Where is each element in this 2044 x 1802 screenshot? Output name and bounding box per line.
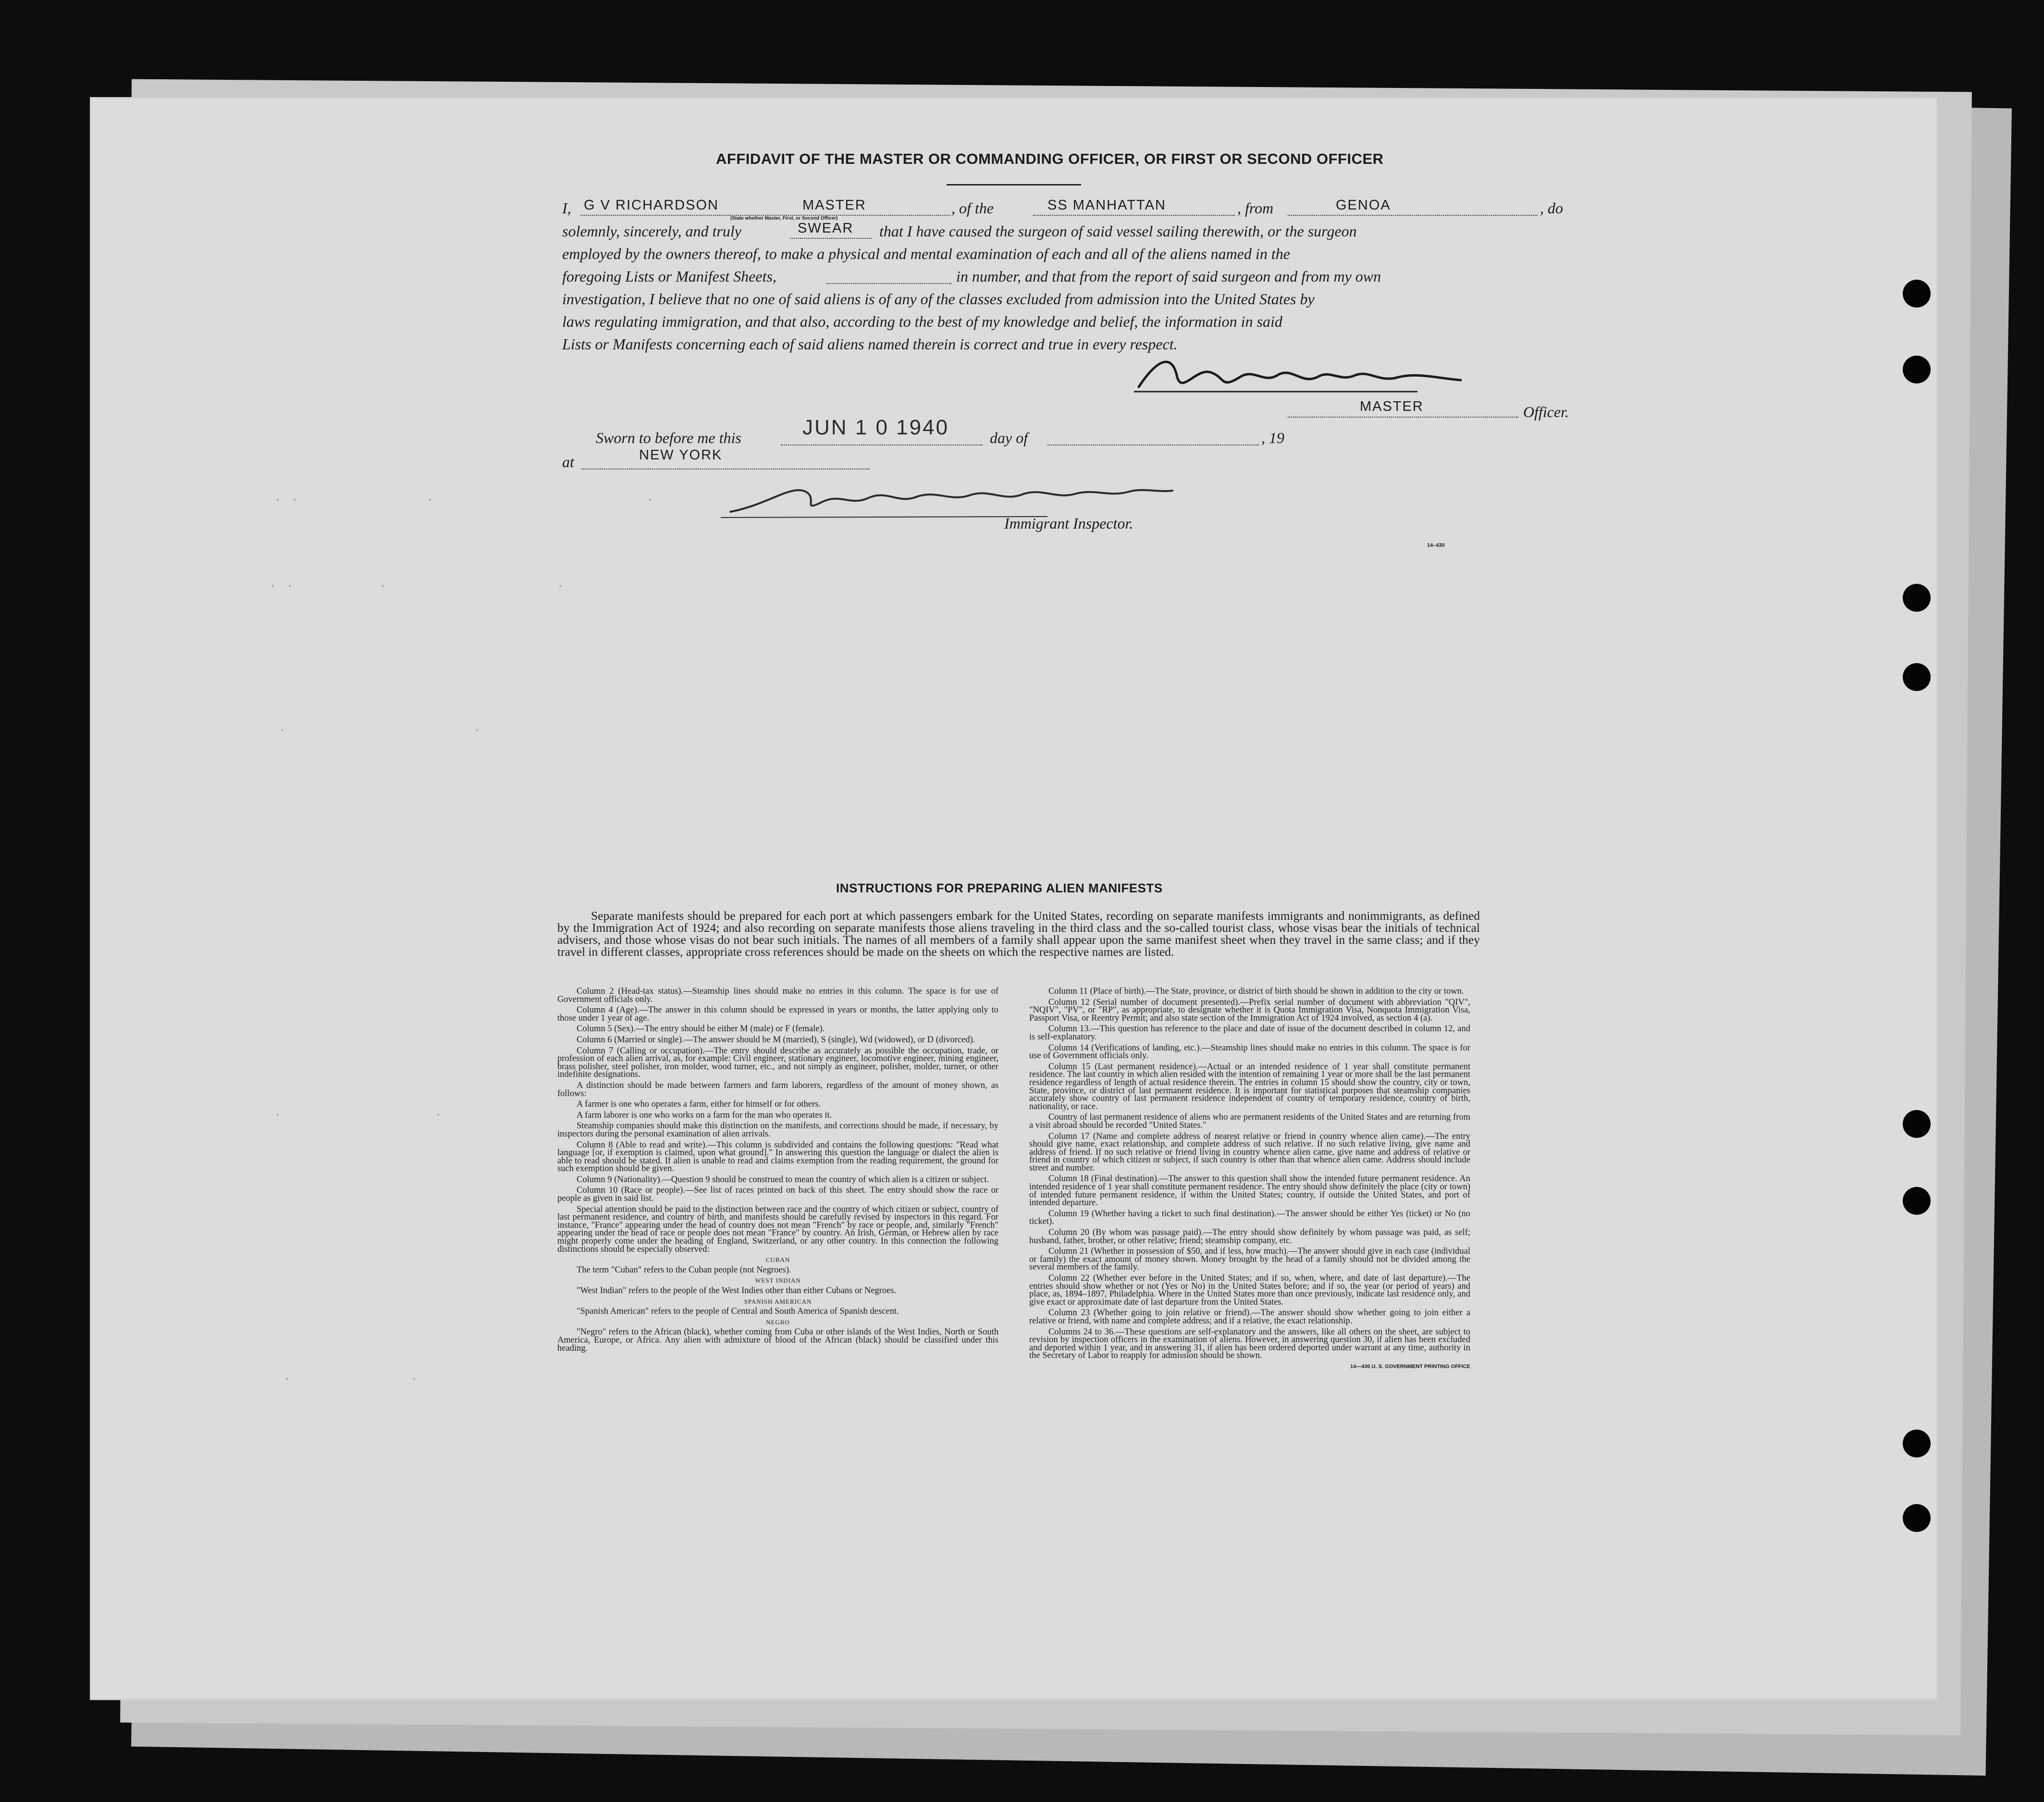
- affidavit-line-2b: that I have caused the surgeon of said vessel sailing therewith, or the surgeon: [879, 222, 1357, 240]
- instruction-paragraph: Column 10 (Race or people).—See list of races printed on back of this sheet. The entry should show the race or people as given in said list.: [557, 1185, 998, 1204]
- do-label: , do: [1540, 199, 1563, 217]
- oath-line: [790, 237, 872, 239]
- affidavit-line-1: [562, 199, 571, 217]
- place-line: [581, 468, 870, 469]
- inspector-label: Immigrant Inspector.: [1004, 515, 1133, 532]
- affidavit-line-4b: in number, and that from the report of said surgeon and from my own: [956, 268, 1381, 285]
- port-name: GENOA: [1336, 197, 1391, 213]
- instructions-left-column: [557, 987, 998, 1355]
- binder-hole: [1903, 1187, 1931, 1215]
- bleed-through-mark: · · · ·: [274, 493, 655, 507]
- affidavit-line-7: Lists or Manifests concerning each of said aliens named therein is correct and true in every respect.: [562, 335, 1178, 353]
- instruction-paragraph: Steamship companies should make this distinction on the manifests, and corrections should be made, if necessary, by inspectors during the personal examination of alien arrivals.: [557, 1121, 998, 1139]
- instruction-paragraph: Special attention should be paid to the distinction between race and the country of which citizen or subject, country of last permanent residence, and country of birth, and manifests should be carefully revised by inspectors in this regard. For instance, "France" appearing under the head of country does not mean "French" by race or people, and, similarly "French" appearing under the head of race or people does not mean "France" by country. An Irish, German, or Hebrew alien by race might properly come under the heading of England, Switzerland, or any other country. In this connection the following distinctions should be especially observed:: [557, 1204, 998, 1254]
- sworn-date-stamp: JUN 1 0 1940: [802, 416, 949, 439]
- instruction-paragraph: A farmer is one who operates a farm, either for himself or for others.: [577, 1099, 821, 1110]
- instruction-paragraph: A distinction should be made between farmers and farm laborers, regardless of the amount of money shown, as follows:: [557, 1080, 998, 1098]
- binder-hole: [1903, 280, 1931, 308]
- negro-definition: "Negro" refers to the African (black), whether coming from Cuba or other islands of the West Indies, North or South America, Europe, or Africa. Any alien with admixture of blood of the African (black) should be classified under this heading.: [557, 1327, 998, 1353]
- instruction-paragraph: Column 19 (Whether having a ticket to such final destination).—The answer should be either Yes (ticket) or No (no ticket).: [1029, 1209, 1470, 1227]
- instruction-paragraph: Column 6 (Married or single).—The answer should be M (married), S (single), Wd (widowed), or D (divorced).: [577, 1035, 975, 1045]
- affidavit-title: AFFIDAVIT OF THE MASTER OR COMMANDING OFFICER, OR FIRST OR SECOND OFFICER: [716, 150, 1384, 167]
- instruction-paragraph: Column 17 (Name and complete address of nearest relative or friend in country whence alien came).—The entry should give name, exact relationship, and complete address of such relative. If no such relative living, give name and address of friend. If no such relative or friend living in country whence alien came, give name and address of relative or friend in country of which citizen or subject, if such country is other than that whence alien came. Address should include street and number.: [1029, 1131, 1470, 1173]
- affidavit-line-3: employed by the owners thereof, to make a physical and mental examination of each and all of the aliens named in the: [562, 245, 1290, 262]
- sworn-date-line: [781, 444, 983, 445]
- printing-office-footer: 14—430 U. S. GOVERNMENT PRINTING OFFICE: [1350, 1363, 1470, 1370]
- instruction-paragraph: Column 21 (Whether in possession of $50, and if less, how much).—The answer should give in each case (individual or family) the exact amount of money shown. Money brought by the head of a family should not be divided among the several members of the family.: [1029, 1247, 1470, 1272]
- binder-hole: [1903, 1504, 1931, 1532]
- sworn-label: Sworn to before me this: [596, 429, 741, 446]
- master-signature: [1129, 348, 1465, 401]
- binder-hole: [1903, 584, 1931, 612]
- officer-label: Officer.: [1523, 403, 1569, 420]
- affidavit-line-6: laws regulating immigration, and that also, according to the best of my knowledge and belief, the information in said: [562, 313, 1282, 330]
- affidavit-line-2: [562, 222, 741, 240]
- binder-hole: [1903, 663, 1931, 691]
- bleed-through-mark: · · · ·: [269, 579, 566, 593]
- instruction-paragraph: Column 13.—This question has reference to the place and date of issue of the document described in column 12, and is self-explanatory.: [1029, 1024, 1470, 1042]
- master-rank: MASTER: [802, 197, 866, 213]
- rank-note: (State whether Master, First, or Second Officer): [730, 216, 838, 221]
- bleed-through-mark: · ·: [279, 723, 482, 738]
- port-line: [1288, 214, 1538, 216]
- number-line: [826, 282, 951, 284]
- day-of-label: day of: [990, 429, 1028, 446]
- instruction-paragraph: Column 8 (Able to read and write).—This column is subdivided and contains the following questions: "Read what language [or, if exemption is claimed, upon what ground]." In answering this question the language or dialect the alien is able to read should be stated. If alien is unable to read and claims exemption from the reading requirement, the ground for such exemption should be given.: [557, 1140, 998, 1174]
- inspector-signature: [711, 478, 1211, 521]
- vessel-line: [1033, 214, 1235, 216]
- instruction-paragraph: Column 14 (Verifications of landing, etc.).—Steamship lines should make no entries in this column. The space is for use of Government officials only.: [1029, 1043, 1470, 1061]
- affidavit-line-4: foregoing Lists or Manifest Sheets,: [562, 268, 776, 285]
- officer-rank: MASTER: [1360, 399, 1424, 414]
- west-indian-definition: "West Indian" refers to the people of the West Indies other than either Cubans or Negroes.: [577, 1286, 897, 1296]
- affidavit-line-5: investigation, I believe that no one of said aliens is of any of the classes excluded from admission into the United States by: [562, 290, 1315, 308]
- instruction-paragraph: Column 23 (Whether going to join relative or friend).—The answer should show whether going to join either a relative or friend, with name and complete address; and if a relative, the exact relationship.: [1029, 1308, 1470, 1326]
- year-label: , 19: [1261, 429, 1284, 446]
- i-label: I,: [562, 199, 571, 217]
- of-the-label: , of the: [951, 199, 994, 217]
- west-indian-heading: WEST INDIAN: [755, 1277, 801, 1284]
- at-label: at: [562, 453, 574, 470]
- instruction-paragraph: Column 9 (Nationality).—Question 9 should be construed to mean the country of which alien is a citizen or subject.: [577, 1174, 989, 1185]
- cuban-heading: CUBAN: [765, 1256, 790, 1264]
- binder-hole: [1903, 1430, 1931, 1457]
- spanish-american-definition: "Spanish American" refers to the people of Central and South America of Spanish descent.: [577, 1307, 899, 1317]
- instruction-paragraph: Column 5 (Sex).—The entry should be either M (male) or F (female).: [577, 1024, 825, 1034]
- oath-word: SWEAR: [798, 221, 854, 236]
- instruction-paragraph: Column 11 (Place of birth).—The State, province, or district of birth should be shown in addition to the city or town.: [1048, 987, 1464, 996]
- instruction-paragraph: Column 7 (Calling or occupation).—The entry should describe as accurately as possible the occupation, trade, or profession of each alien arrival, as, for example: Civil engineer, stationary engineer, locomotive engineer, mining engineer, brass polisher, steel polisher, iron molder, wood turner, etc., and not simply as engineer, polisher, molder, turner, or other indefinite designations.: [557, 1046, 998, 1080]
- solemnly-text: solemnly, sincerely, and truly: [562, 222, 741, 240]
- sworn-place: NEW YORK: [639, 447, 723, 463]
- title-underline: [947, 184, 1081, 185]
- instruction-paragraph: Column 20 (By whom was passage paid).—The entry should show definitely by whom passage was paid, as self; husband, father, brother, or other relative; friend; steamship company, etc.: [1029, 1228, 1470, 1246]
- manifest-page: [91, 99, 1936, 1699]
- instructions-intro: Separate manifests should be prepared for each port at which passengers embark for the United States, recording on separate manifests immigrants and nonimmigrants, as defined by the Immigration Act of 1924; and also recording on separate manifests those aliens traveling in the third class and the so-called tourist class, whose visas bear the initials of technical advisers, and those whose visas do not bear such initials. The names of all members of a family shall appear upon the same manifest sheet when they travel in the same class; and if they travel in different classes, appropriate cross references should be made on the sheets on which the respective names are listed.: [557, 909, 1480, 959]
- instruction-paragraph: Column 12 (Serial number of document presented).—Prefix serial number of document with abbreviation "QIV", "NQIV", "PV", or "RP", as appropriate, to designate whether it is Quota Immigration Visa, Nonquota Immigration Visa, Passport Visa, or Reentry Permit; and also state section of the Immigration Act of 1924 involved, as section 4 (a).: [1029, 997, 1470, 1023]
- binder-hole: [1903, 1110, 1931, 1138]
- instruction-paragraph: Column 22 (Whether ever before in the United States; and if so, when, where, and date of last departure).—The entries should show whether or not (Yes or No) in the United States before; and if so, the year (or period of years) and place, as, 1894–1897, Philadelphia. Where in the United States more than once previously, indicate last residence only, and give exact or approximate date of last departure from the United States.: [1029, 1273, 1470, 1307]
- instruction-paragraph: Column 18 (Final destination).—The answer to this question shall show the intended future permanent residence. An intended residence of 1 year shall constitute permanent residence. The entry should show definitely the place (city or town) of intended future permanent residence, if within the United States; country, if outside the United States, and port of intended departure.: [1029, 1174, 1470, 1208]
- master-name: G V RICHARDSON: [584, 197, 719, 213]
- month-line: [1047, 444, 1259, 445]
- instruction-paragraph: Columns 24 to 36.—These questions are self-explanatory and the answers, like all others on the sheet, are subject to revision by inspection officers in the examination of aliens. However, in answering question 30, if alien has been excluded and deported within 1 year, and in answering 31, if alien has been ordered deported under warrant at any time, authority in the Secretary of Labor to reapply for admission should be shown.: [1029, 1327, 1470, 1361]
- bleed-through-mark: · ·: [283, 1372, 419, 1386]
- negro-heading: NEGRO: [766, 1318, 790, 1326]
- officer-line: [1288, 416, 1518, 418]
- instruction-paragraph: Column 4 (Age).—The answer in this column should be expressed in years or months, the latter applying only to those under 1 year of age.: [557, 1005, 998, 1023]
- form-number: 14–430: [1427, 543, 1445, 548]
- instruction-paragraph: Country of last permanent residence of aliens who are permanent residents of the United States and are returning from a visit abroad should be recorded "United States.": [1029, 1112, 1470, 1130]
- instructions-title: INSTRUCTIONS FOR PREPARING ALIEN MANIFESTS: [836, 881, 1163, 895]
- instructions-right-column: [1029, 987, 1470, 1371]
- instruction-paragraph: A farm laborer is one who works on a farm for the man who operates it.: [577, 1110, 832, 1120]
- bleed-through-mark: · ·: [274, 1108, 443, 1122]
- instruction-paragraph: Column 15 (Last permanent residence).—Actual or an intended residence of 1 year shall constitute permanent residence. The last country in which alien resided with the intention of remaining 1 year or more shall be the last permanent residence regardless of length of actual residence therein. The entries in column 15 should show the country, city or town, State, province, or district of last permanent residence. It is important for statistical purposes that steamship companies accurately show country of last permanent residence independent of country of temporary residence, country of birth, nationality, or race.: [1029, 1061, 1470, 1111]
- instruction-paragraph: Column 2 (Head-tax status).—Steamship lines should make no entries in this column. The space is for use of Government officials only.: [557, 987, 998, 1004]
- spanish-american-heading: SPANISH AMERICAN: [744, 1297, 812, 1305]
- binder-hole: [1903, 356, 1931, 383]
- from-label: , from: [1237, 199, 1274, 217]
- cuban-definition: The term "Cuban" refers to the Cuban people (not Negroes).: [577, 1265, 791, 1275]
- vessel-name: SS MANHATTAN: [1047, 197, 1166, 213]
